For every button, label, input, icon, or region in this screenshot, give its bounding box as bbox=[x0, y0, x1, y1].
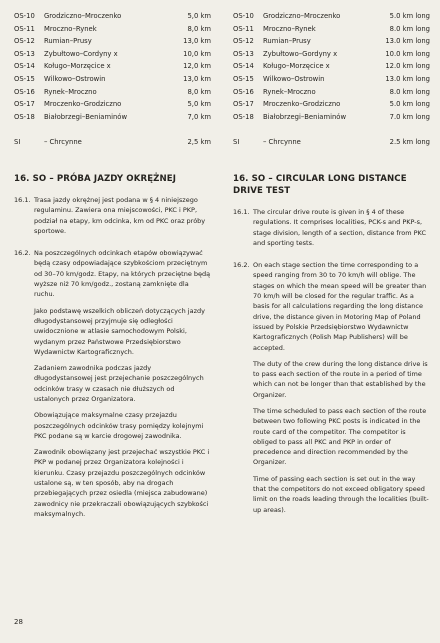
stage-route: Białobrzegi–Beniaminów bbox=[263, 112, 347, 121]
stage-distance: 12,0 km bbox=[183, 62, 211, 71]
stage-code: OS-18 bbox=[14, 112, 35, 121]
stage-code: OS-14 bbox=[233, 62, 254, 71]
stage-route: Rynek–Mroczno bbox=[44, 87, 97, 96]
stage-table-en bbox=[233, 10, 430, 149]
stage-route: Mroczno–Rynek bbox=[263, 24, 316, 33]
stage-row bbox=[233, 123, 430, 149]
paragraph-number: 16.2. bbox=[233, 261, 250, 270]
stage-route: Mroczenko–Grodziczno bbox=[263, 100, 341, 109]
section-title-pl: 16. SO – PRÓBA JAZDY OKRĘŻNEJ bbox=[14, 173, 177, 184]
section-title-en: 16. SO – CIRCULAR LONG DISTANCE DRIVE TEST bbox=[233, 173, 407, 196]
stage-distance: 5.0 km long bbox=[389, 12, 430, 20]
stage-row bbox=[14, 48, 211, 61]
stage-row bbox=[14, 111, 211, 124]
stage-distance: 8,0 km bbox=[187, 87, 211, 96]
stage-route: – Chrcynne bbox=[44, 138, 82, 147]
paragraph-number: 16.2. bbox=[14, 249, 31, 258]
paragraph-text: On each stage section the time corresponding to a speed ranging from 30 to 70 km/h will oblige. The stages on which the mean speed will be greater than 70 km/h will be closed for the regular traffic. As a basis for all calculations regarding the long distance drive, the distance given in Motoring Map of Poland issued by Polskie Przedsiębiorstwo Wydawnictw Kartograficznych (Polish Map Publishers) will be accepted. bbox=[253, 261, 427, 352]
stage-code: SI bbox=[233, 138, 240, 147]
paragraph-text: Time of passing each section is set out in the way that the competitors do not exceed obligatory speed limit on the roads leading through the localities (built-up areas). bbox=[253, 474, 429, 514]
stage-distance: 8.0 km long bbox=[389, 24, 430, 33]
paragraph-text: Obowiązujące maksymalne czasy przejazdu poszczególnych odcinków trasy pomiędzy kolejnymi PKC podane są w karcie drogowej zawodnika. bbox=[34, 411, 204, 440]
stage-code: OS-16 bbox=[14, 87, 35, 96]
stage-code: OS-15 bbox=[14, 74, 35, 83]
stage-distance: 8,0 km bbox=[187, 24, 211, 33]
stage-row bbox=[233, 35, 430, 48]
paragraph-number: 16.1. bbox=[233, 207, 250, 216]
stage-table-pl bbox=[14, 10, 211, 149]
stage-row bbox=[233, 73, 430, 86]
stage-row bbox=[233, 111, 430, 124]
stage-code: OS-10 bbox=[14, 12, 35, 20]
paragraph-number: 16.1. bbox=[14, 195, 31, 204]
paragraph-text: Trasa jazdy okrężnej jest podana w § 4 niniejszego regulaminu. Zawiera ona miejscowości, PKC i PKP, podział na etapy, km odcinka, km od PKC oraz próby sportowe. bbox=[34, 195, 206, 235]
stage-distance: 7,0 km bbox=[187, 112, 211, 121]
stage-code: SI bbox=[14, 138, 21, 147]
stage-row bbox=[14, 86, 211, 99]
stage-row bbox=[14, 123, 211, 149]
paragraph bbox=[233, 207, 430, 254]
paragraph-text: Zawodnik obowiązany jest przejechać wszystkie PKC i PKP w podanej przez Organizatora kolejności i kierunku. Czasy przejazdu poszczególnych odcinków ustalone są, w ten sposób, aby na drogach przebiegających przez osiedla (miejsca zabudowane) zawodnicy nie przekraczali obowiązujących szybkości maksymalnych. bbox=[34, 448, 210, 518]
stage-route: Rumian–Prusy bbox=[44, 37, 92, 46]
stage-distance: 2,5 km bbox=[187, 138, 211, 147]
stage-row bbox=[14, 73, 211, 86]
stage-distance: 10.0 km long bbox=[385, 49, 430, 58]
paragraph-body bbox=[34, 248, 211, 525]
stage-distance: 5,0 km bbox=[187, 12, 211, 20]
paragraphs-pl bbox=[14, 195, 211, 525]
stage-distance: 8.0 km long bbox=[389, 87, 430, 96]
stage-distance: 13.0 km long bbox=[385, 74, 430, 83]
stage-code: OS-15 bbox=[233, 74, 254, 83]
stage-code: OS-12 bbox=[14, 37, 35, 46]
stage-code: OS-17 bbox=[233, 100, 254, 109]
stage-code: OS-14 bbox=[14, 62, 35, 71]
stage-code: OS-10 bbox=[233, 12, 254, 20]
stage-distance: 12.0 km long bbox=[385, 62, 430, 71]
stage-route: Zybułtowo–Gordyny x bbox=[263, 49, 338, 58]
left-column-polish bbox=[14, 10, 211, 531]
paragraph bbox=[14, 195, 211, 242]
stage-route: Zybułtowo–Cordyny x bbox=[44, 49, 118, 58]
stage-route: Mroczno–Rynek bbox=[44, 24, 97, 33]
paragraph-body bbox=[253, 260, 430, 521]
stage-route: Koługo–Morzęcice x bbox=[263, 62, 330, 71]
stage-code: OS-13 bbox=[233, 49, 254, 58]
stage-code: OS-11 bbox=[233, 24, 254, 33]
stage-route: Wilkowo–Ostrowin bbox=[263, 74, 325, 83]
stage-code: OS-16 bbox=[233, 87, 254, 96]
stage-route: Wilkowo–Ostrowin bbox=[44, 74, 106, 83]
stage-row bbox=[14, 60, 211, 73]
paragraph-text: The duty of the crew during the long distance drive is to pass each section of the route in a period of time which can not be longer than that established by the Organizer. bbox=[253, 359, 428, 399]
paragraphs-en bbox=[233, 207, 430, 521]
stage-code: OS-17 bbox=[14, 100, 35, 109]
stage-distance: 7.0 km long bbox=[389, 112, 430, 121]
stage-row bbox=[233, 98, 430, 111]
stage-row bbox=[14, 98, 211, 111]
stage-route: Koługo–Morzęcice x bbox=[44, 62, 111, 71]
stage-route: – Chrcynne bbox=[263, 138, 301, 147]
paragraph-text: Na poszczególnych odcinkach etapów obowiązywać będą czasy odpowiadające szybkościom przeciętnym od 30–70 km/godz. Etapy, na których przeciętne będą wyższe niż 70 km/godz., zostaną zamknięte dla ruchu. bbox=[34, 249, 211, 299]
stage-code: OS-18 bbox=[233, 112, 254, 121]
stage-row bbox=[233, 23, 430, 36]
paragraph-text: The circular drive route is given in § 4 of these regulations. It comprises localities, PCK-s and PKP-s, stage division, length of a section, distance from PKC and sporting tests. bbox=[253, 207, 426, 247]
stage-distance: 2.5 km long bbox=[389, 138, 430, 147]
paragraph-body bbox=[34, 195, 211, 242]
paragraph-body bbox=[253, 207, 430, 254]
right-column-english bbox=[233, 10, 430, 527]
stage-route: Grodziczno–Mroczenko bbox=[263, 12, 341, 20]
stage-row bbox=[14, 35, 211, 48]
paragraph bbox=[233, 260, 430, 521]
stage-code: OS-11 bbox=[14, 24, 35, 33]
stage-route: Rynek–Mroczno bbox=[263, 87, 316, 96]
stage-route: Mroczenko–Grodziczno bbox=[44, 100, 122, 109]
stage-route: Rumian–Prusy bbox=[263, 37, 311, 46]
stage-row bbox=[233, 10, 430, 23]
stage-distance: 5.0 km long bbox=[389, 100, 430, 109]
page-number: 28 bbox=[14, 618, 23, 626]
stage-distance: 13,0 km bbox=[183, 37, 211, 46]
stage-distance: 13.0 km long bbox=[385, 37, 430, 46]
stage-route: Grodziczno–Mroczenko bbox=[44, 12, 122, 20]
paragraph bbox=[14, 248, 211, 525]
stage-code: OS-13 bbox=[14, 49, 35, 58]
stage-row bbox=[233, 86, 430, 99]
stage-distance: 10,0 km bbox=[183, 49, 211, 58]
stage-distance: 13,0 km bbox=[183, 74, 211, 83]
stage-code: OS-12 bbox=[233, 37, 254, 46]
stage-distance: 5,0 km bbox=[187, 100, 211, 109]
stage-row bbox=[233, 48, 430, 61]
stage-row bbox=[233, 60, 430, 73]
stage-route: Białobrzegi–Beniaminów bbox=[44, 112, 128, 121]
stage-row bbox=[14, 23, 211, 36]
stage-row bbox=[14, 10, 211, 23]
paragraph-text: Zadaniem zawodnika podczas jazdy długodystansowej jest przejechanie poszczególnych odcinków trasy w czasach nie dłuższych od ustalonych przez Organizatora. bbox=[34, 364, 204, 403]
paragraph-text: Jako podstawę wszelkich obliczeń dotyczących jazdy długodystansowej przyjmuje się odległości uwidocznione w atlasie samochodowym Polski, wydanym przez Państwowe Przedsiębiorstwo Wydawnictw Kartograficznych. bbox=[34, 306, 205, 356]
paragraph-text: The time scheduled to pass each section of the route between two following PKC posts is indicated in the route card of the competitor. The competitor is obliged to pass all PKC and PKP in order of precedence and direction recommended by the Organizer. bbox=[253, 406, 427, 467]
